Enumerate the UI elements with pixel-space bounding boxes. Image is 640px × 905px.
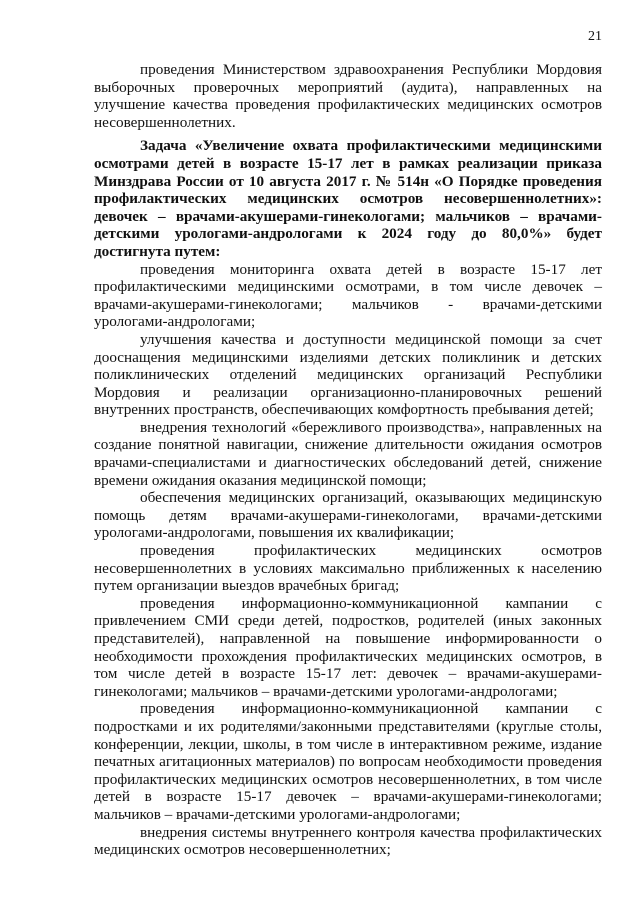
paragraph-lean-technologies: внедрения технологий «бережливого производства», направленных на создание понятной навигации, снижение длительности ожидания осмотров врачами-специалистами и диагностических обследований детей, снижение времени ожидания оказания медицинской помощи; bbox=[94, 418, 602, 489]
paragraph-audit-continuation: проведения Министерством здравоохранения Республики Мордовия выборочных проверочных мероприятий (аудита), направленных на улучшение качества проведения профилактических медицинских осмотров несовершеннолетних. bbox=[94, 61, 602, 131]
document-body bbox=[94, 61, 602, 859]
paragraph-internal-control: внедрения системы внутреннего контроля качества профилактических медицинских осмотров несовершеннолетних; bbox=[94, 823, 602, 859]
paragraph-monitoring: проведения мониторинга охвата детей в возрасте 15-17 лет профилактическими медицинскими осмотрами, в том числе девочек – врачами-акушерами-гинекологами; мальчиков - врачами-детскими урологами-андрологами; bbox=[94, 260, 602, 331]
paragraph-quality-improvement: улучшения качества и доступности медицинской помощи за счет дооснащения медицинскими изделиями детских поликлиник и детских поликлинических отделений медицинских организаций Республики Мордовия и реализации организационно-планировочных решений внутренних пространств, обеспечивающих комфортность пребывания детей; bbox=[94, 330, 602, 419]
paragraph-media-campaign: проведения информационно-коммуникационной кампании с привлечением СМИ среди детей, подростков, родителей (иных законных представителей), направленной на повышение информированности о необходимости прохождения профилактических медицинских осмотров, в том числе детей в возрасте 15-17 лет: девочек – врачами-акушерами-гинекологами; мальчиков – врачами-детскими урологами-андрологами; bbox=[94, 594, 602, 700]
paragraph-mobile-teams: проведения профилактических медицинских осмотров несовершеннолетних в условиях максимально приближенных к населению путем организации выездов врачебных бригад; bbox=[94, 542, 602, 595]
paragraph-parent-campaign: проведения информационно-коммуникационной кампании с подростками и их родителями/законными представителями (круглые столы, конференции, лекции, школы, в том числе в интерактивном режиме, издание печатных агитационных материалов) по вопросам необходимости проведения профилактических медицинских осмотров несовершеннолетних, в том числе детей в возрасте 15-17 девочек – врачами-акушерами-гинекологами; мальчиков – врачами-детскими урологами-андрологами; bbox=[94, 700, 602, 823]
task-heading: Задача «Увеличение охвата профилактическими медицинскими осмотрами детей в возрасте 15-17 лет в рамках реализации приказа Минздрава России от 10 августа 2017 г. № 514н «О Порядке проведения профилактических медицинских осмотров несовершеннолетних»: девочек – врачами-акушерами-гинекологами; мальчиков – врачами-детскими урологами-андрологами к 2024 году до 80,0%» будет достигнута путем: bbox=[94, 137, 602, 260]
page-number: 21 bbox=[588, 29, 602, 44]
paragraph-staffing: обеспечения медицинских организаций, оказывающих медицинскую помощь детям врачами-акушерами-гинекологами, врачами-детскими урологами-андрологами, повышения их квалификации; bbox=[94, 489, 602, 542]
